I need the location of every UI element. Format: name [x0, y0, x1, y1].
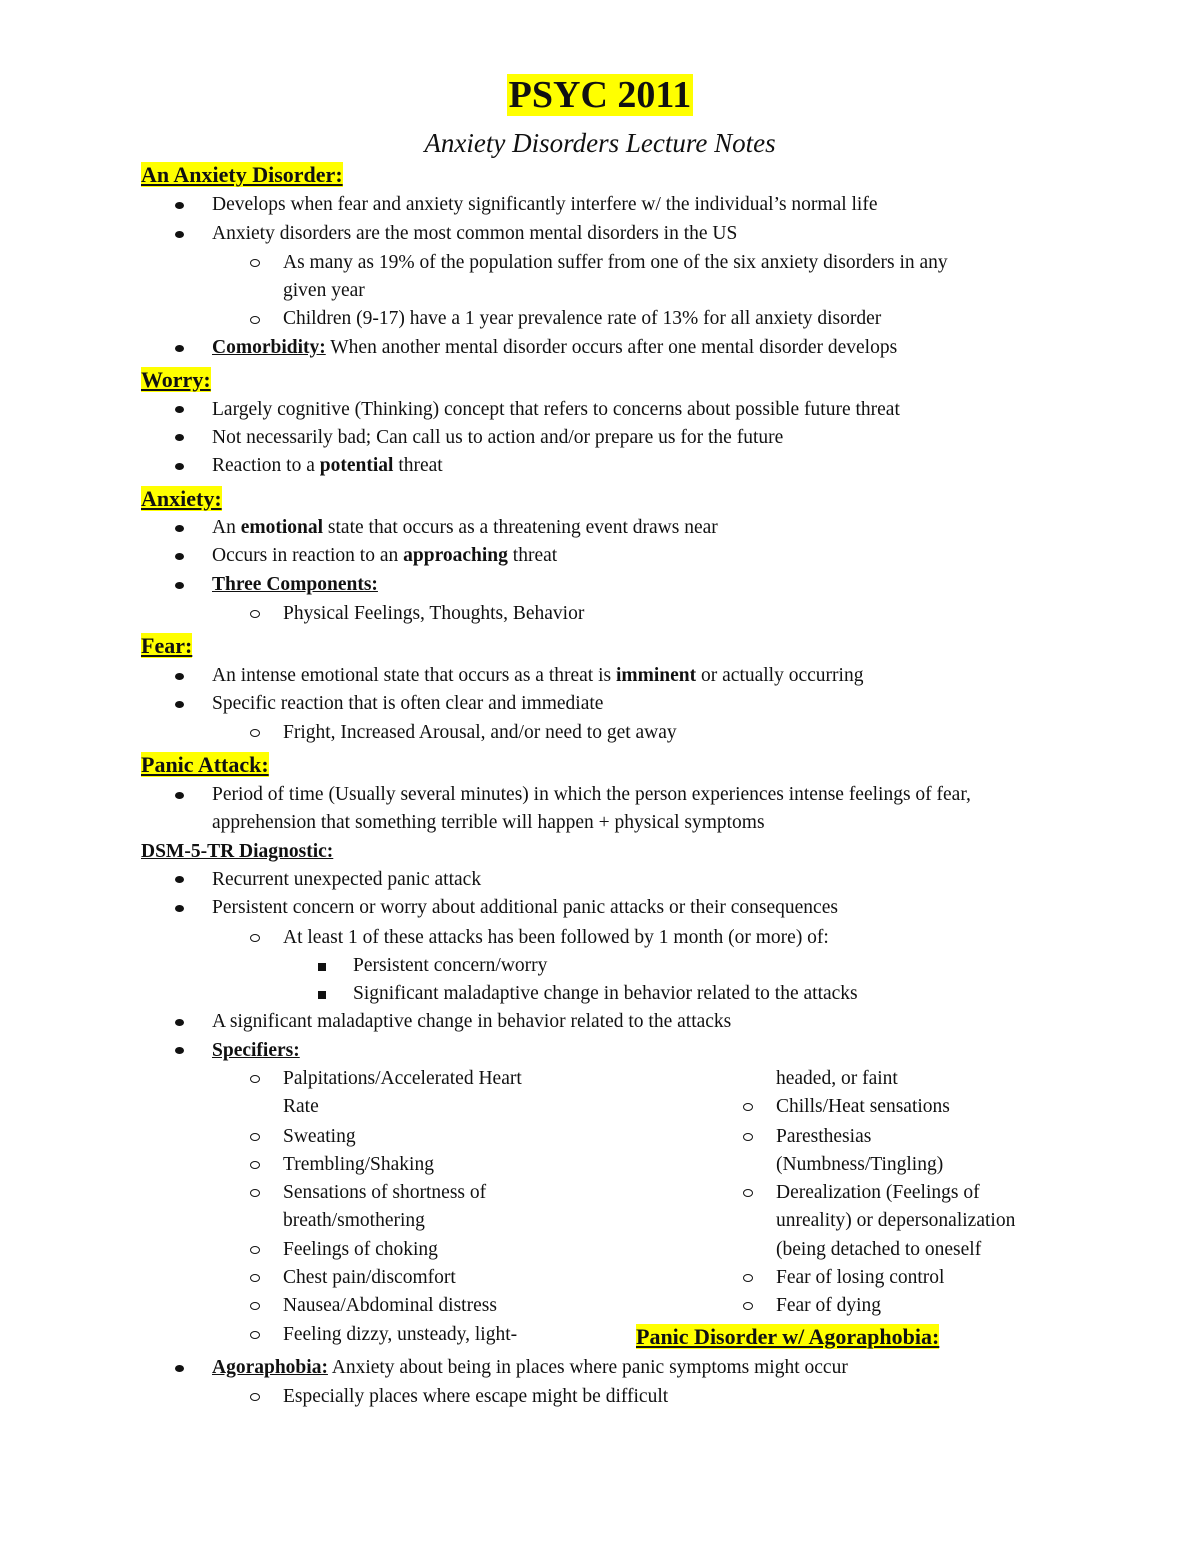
- specifier-right: (Numbness/Tingling): [776, 1154, 944, 1175]
- specifier-left: breath/smothering: [283, 1210, 425, 1231]
- anxiety-disorder-bullet-1: Develops when fear and anxiety significantly interfere w/ the individual’s normal life: [212, 194, 878, 215]
- square-bullet-icon: [318, 963, 326, 971]
- specifier-left: Chest pain/discomfort: [283, 1267, 456, 1288]
- fear-bullet-1: [212, 662, 863, 690]
- circle-bullet-icon: [250, 1274, 260, 1282]
- circle-bullet-icon: [250, 1331, 260, 1339]
- text: An intense emotional state that occurs as a threat is: [212, 665, 616, 686]
- dsm-sub-sub-1: Persistent concern/worry: [353, 955, 548, 976]
- emphasis: approaching: [403, 545, 508, 566]
- text: threat: [507, 545, 558, 566]
- heading-panic-attack: Panic Attack:: [141, 752, 269, 777]
- specifier-right: Fear of losing control: [776, 1267, 945, 1288]
- dsm-sub-sub-2: Significant maladaptive change in behavior related to the attacks: [353, 983, 858, 1004]
- dsm-sub-1: At least 1 of these attacks has been followed by 1 month (or more) of:: [283, 927, 829, 948]
- agoraphobia-definition: Anxiety about being in places where panic symptoms might occur: [327, 1357, 848, 1378]
- dsm-bullet-4: Specifiers:: [212, 1040, 300, 1061]
- specifier-left: Nausea/Abdominal distress: [283, 1295, 497, 1316]
- emphasis: imminent: [615, 665, 697, 686]
- bullet-icon: [175, 406, 184, 413]
- bullet-icon: [175, 231, 184, 238]
- square-bullet-icon: [318, 991, 326, 999]
- bullet-icon: [175, 876, 184, 883]
- heading-anxiety: Anxiety:: [141, 486, 222, 511]
- panic-disorder-sub-1: Especially places where escape might be difficult: [283, 1386, 669, 1407]
- anxiety-disorder-sub-1-line-1: As many as 19% of the population suffer from one of the six anxiety disorders in any: [283, 252, 948, 273]
- dsm-bullet-3: A significant maladaptive change in behavior related to the attacks: [212, 1011, 732, 1032]
- heading-worry: Worry:: [141, 367, 211, 392]
- circle-bullet-icon: [250, 729, 260, 737]
- circle-bullet-icon: [250, 610, 260, 618]
- panic-attack-bullet-1-line-1: Period of time (Usually several minutes) in which the person experiences intense feelings of fear,: [212, 784, 971, 805]
- bullet-icon: [175, 1365, 184, 1372]
- text: Reaction to a: [212, 455, 320, 476]
- bullet-icon: [175, 1019, 184, 1026]
- specifier-left: Palpitations/Accelerated Heart: [283, 1068, 522, 1089]
- specifier-right: headed, or faint: [776, 1068, 898, 1089]
- bullet-icon: [175, 202, 184, 209]
- specifier-left: Rate: [283, 1096, 319, 1117]
- text: An: [212, 517, 241, 538]
- worry-bullet-3: [212, 452, 443, 480]
- circle-bullet-icon: [250, 259, 260, 267]
- bullet-icon: [175, 434, 184, 441]
- dsm-bullet-1: Recurrent unexpected panic attack: [212, 869, 482, 890]
- bullet-icon: [175, 673, 184, 680]
- circle-bullet-icon: [743, 1274, 753, 1282]
- anxiety-bullet-3: Three Components:: [212, 574, 378, 595]
- bullet-icon: [175, 345, 184, 352]
- heading-fear: Fear:: [141, 633, 193, 658]
- specifier-left: Feeling dizzy, unsteady, light-: [283, 1324, 518, 1345]
- text: Occurs in reaction to an: [212, 545, 404, 566]
- circle-bullet-icon: [250, 1133, 260, 1141]
- text: threat: [393, 455, 443, 476]
- heading-dsm-diagnostic: DSM-5-TR Diagnostic:: [141, 841, 334, 862]
- circle-bullet-icon: [250, 1161, 260, 1169]
- bullet-icon: [175, 582, 184, 589]
- bullet-icon: [175, 701, 184, 708]
- worry-bullet-1: Largely cognitive (Thinking) concept that refers to concerns about possible future threat: [212, 399, 900, 420]
- specifier-right: unreality) or depersonalization: [776, 1210, 1016, 1231]
- circle-bullet-icon: [250, 1246, 260, 1254]
- heading-anxiety-disorder: An Anxiety Disorder:: [141, 162, 343, 187]
- circle-bullet-icon: [250, 1393, 260, 1401]
- text: or actually occurring: [696, 665, 864, 686]
- dsm-bullet-2: Persistent concern or worry about additional panic attacks or their consequences: [212, 897, 838, 918]
- bullet-icon: [175, 525, 184, 532]
- document-title: PSYC 2011: [508, 74, 692, 116]
- heading-panic-disorder: Panic Disorder w/ Agoraphobia:: [636, 1324, 940, 1349]
- circle-bullet-icon: [250, 1302, 260, 1310]
- circle-bullet-icon: [743, 1133, 753, 1141]
- fear-sub-1: Fright, Increased Arousal, and/or need to get away: [283, 722, 677, 743]
- circle-bullet-icon: [743, 1103, 753, 1111]
- emphasis: potential: [319, 455, 394, 476]
- bullet-icon: [175, 463, 184, 470]
- document-subtitle: Anxiety Disorders Lecture Notes: [424, 128, 776, 158]
- circle-bullet-icon: [250, 316, 260, 324]
- anxiety-sub-1: Physical Feelings, Thoughts, Behavior: [283, 603, 585, 624]
- comorbidity-term: Comorbidity:: [212, 337, 326, 358]
- panic-disorder-bullet-1: [212, 1354, 848, 1382]
- anxiety-bullet-2: [212, 542, 557, 570]
- circle-bullet-icon: [250, 1189, 260, 1197]
- anxiety-disorder-bullet-3: [212, 334, 897, 362]
- bullet-icon: [175, 905, 184, 912]
- anxiety-disorder-bullet-2: Anxiety disorders are the most common mental disorders in the US: [212, 223, 738, 244]
- specifier-right: Derealization (Feelings of: [776, 1182, 980, 1203]
- bullet-icon: [175, 553, 184, 560]
- text: state that occurs as a threatening event draws near: [323, 517, 718, 538]
- panic-attack-bullet-1-line-2: apprehension that something terrible will happen + physical symptoms: [212, 812, 765, 833]
- anxiety-bullet-1: [212, 514, 718, 542]
- circle-bullet-icon: [250, 1075, 260, 1083]
- specifier-right: Chills/Heat sensations: [776, 1096, 950, 1117]
- specifier-right: Fear of dying: [776, 1295, 882, 1316]
- specifier-right: (being detached to oneself: [776, 1239, 982, 1260]
- specifier-right: Paresthesias: [776, 1126, 872, 1147]
- anxiety-disorder-sub-2: Children (9-17) have a 1 year prevalence rate of 13% for all anxiety disorder: [283, 308, 882, 329]
- circle-bullet-icon: [743, 1189, 753, 1197]
- anxiety-disorder-sub-1-line-2: given year: [283, 280, 365, 301]
- specifier-left: Trembling/Shaking: [283, 1154, 434, 1175]
- specifier-left: Sensations of shortness of: [283, 1182, 487, 1203]
- comorbidity-definition: When another mental disorder occurs after one mental disorder develops: [325, 337, 898, 358]
- circle-bullet-icon: [250, 934, 260, 942]
- specifier-left: Sweating: [283, 1126, 356, 1147]
- specifier-left: Feelings of choking: [283, 1239, 438, 1260]
- emphasis: emotional: [240, 517, 324, 538]
- agoraphobia-term: Agoraphobia:: [212, 1357, 328, 1378]
- worry-bullet-2: Not necessarily bad; Can call us to action and/or prepare us for the future: [212, 427, 784, 448]
- bullet-icon: [175, 1047, 184, 1054]
- bullet-icon: [175, 792, 184, 799]
- circle-bullet-icon: [743, 1302, 753, 1310]
- fear-bullet-2: Specific reaction that is often clear and immediate: [212, 693, 604, 714]
